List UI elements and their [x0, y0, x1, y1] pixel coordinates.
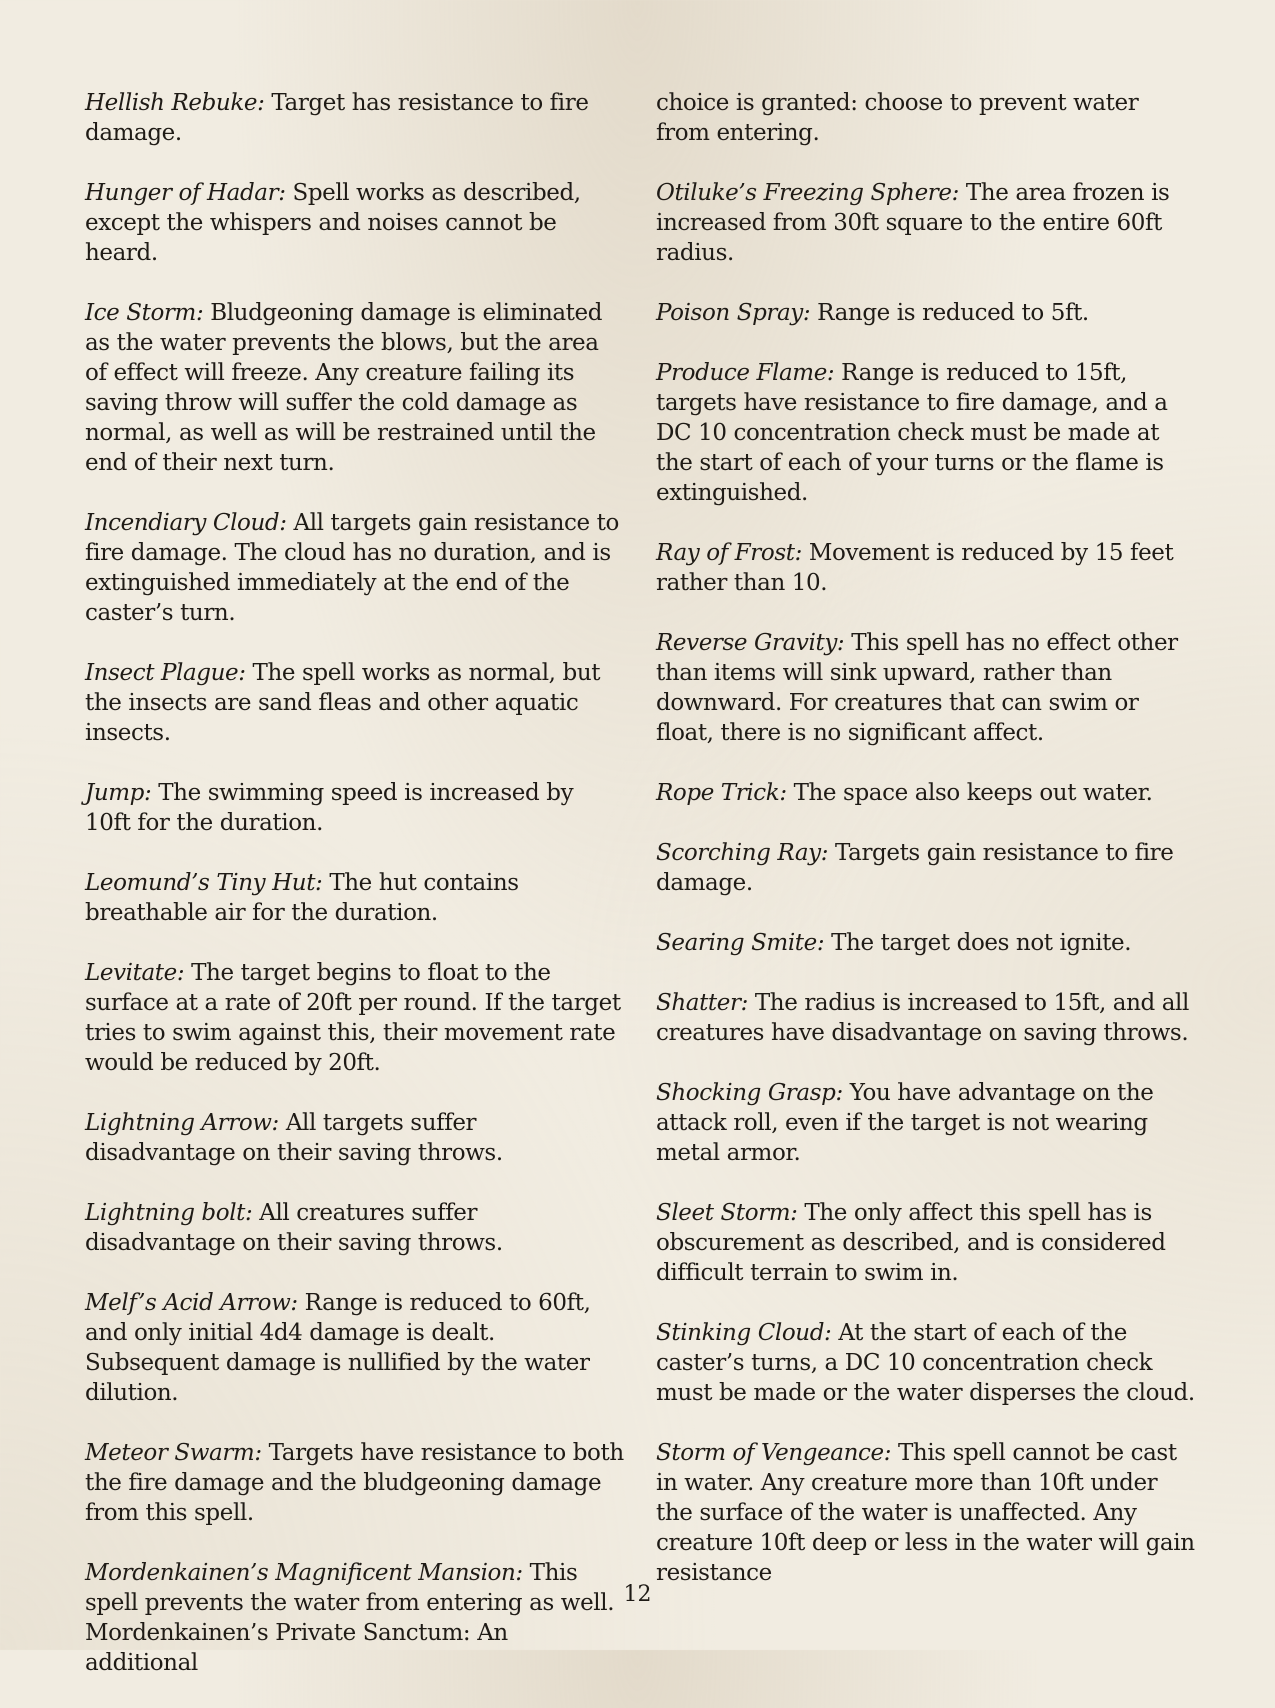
- spell-entry-hellish-rebuke: [85, 88, 625, 148]
- spell-description: The target begins to float to the surface at a rate of 20ft per round. If the target tries to swim against this, their movement rate would be reduced by 20ft.: [85, 960, 621, 1076]
- spell-name: Storm of Vengeance:: [656, 1440, 892, 1466]
- spell-entry-meteor-swarm: [85, 1438, 625, 1528]
- spell-description: The radius is increased to 15ft, and all creatures have disadvantage on saving throws.: [656, 990, 1189, 1046]
- spell-name: Otiluke’s Freezing Sphere:: [656, 180, 959, 206]
- spell-entry-mordenkainens-magnificent-mansion: [85, 1558, 625, 1678]
- spell-name: Reverse Gravity:: [656, 630, 845, 656]
- left-column: [85, 88, 625, 1708]
- spell-description: All targets gain resistance to fire damage. The cloud has no duration, and is extinguished immediately at the end of the caster’s turn.: [85, 510, 619, 626]
- spell-entry-lightning-arrow: [85, 1108, 625, 1168]
- spell-description: All creatures suffer disadvantage on their saving throws.: [85, 1200, 503, 1256]
- spell-entry-sleet-storm: [656, 1198, 1196, 1288]
- spell-description: Bludgeoning damage is eliminated as the water prevents the blows, but the area of effect will freeze. Any creature failing its saving throw will suffer the cold damage as normal, as well as will be restrained until the end of their next turn.: [85, 300, 603, 476]
- spell-description: This spell has no effect other than items will sink upward, rather than downward. For creatures that can swim or float, there is no significant affect.: [656, 630, 1178, 746]
- spell-entry-produce-flame: [656, 358, 1196, 508]
- spell-description: choice is granted: choose to prevent water from entering.: [656, 90, 1139, 146]
- spell-description: This spell prevents the water from entering as well. Mordenkainen’s Private Sanctum: An additional: [85, 1560, 615, 1676]
- spell-description: The target does not ignite.: [824, 930, 1132, 956]
- spell-name: Jump:: [85, 780, 152, 806]
- spell-entry-ice-storm: [85, 298, 625, 478]
- spell-name: Hellish Rebuke:: [85, 90, 265, 116]
- spell-entry-shocking-grasp: [656, 1078, 1196, 1168]
- spell-description: The area frozen is increased from 30ft square to the entire 60ft radius.: [656, 180, 1170, 266]
- spell-entry-searing-smite: [656, 928, 1196, 958]
- spell-description: Range is reduced to 5ft.: [810, 300, 1089, 326]
- spell-entry-reverse-gravity: [656, 628, 1196, 748]
- spell-description: This spell cannot be cast in water. Any creature more than 10ft under the surface of the water is unaffected. Any creature 10ft deep or less in the water will gain resistance: [656, 1440, 1195, 1586]
- spell-description: Range is reduced to 15ft, targets have resistance to fire damage, and a DC 10 concentration check must be made at the start of each of your turns or the flame is extinguished.: [656, 360, 1168, 506]
- spell-name: Levitate:: [85, 960, 185, 986]
- spell-name: Mordenkainen’s Magnificent Mansion:: [85, 1560, 523, 1586]
- spell-description: The only affect this spell has is obscurement as described, and is considered difficult terrain to swim in.: [656, 1200, 1166, 1286]
- spell-name: Lightning Arrow:: [85, 1110, 279, 1136]
- right-column: [656, 88, 1196, 1618]
- spell-name: Hunger of Hadar:: [85, 180, 286, 206]
- spell-description: Target has resistance to fire damage.: [85, 90, 589, 146]
- spell-entry-scorching-ray: [656, 838, 1196, 898]
- spell-description: All targets suffer disadvantage on their saving throws.: [85, 1110, 503, 1166]
- spell-name: Sleet Storm:: [656, 1200, 798, 1226]
- spell-name: Stinking Cloud:: [656, 1320, 832, 1346]
- spell-name: Melf’s Acid Arrow:: [85, 1290, 298, 1316]
- spell-entry-incendiary-cloud: [85, 508, 625, 628]
- spell-name: Shatter:: [656, 990, 748, 1016]
- spell-name: Shocking Grasp:: [656, 1080, 843, 1106]
- spell-entry-leomunds-tiny-hut: [85, 868, 625, 928]
- spell-description: Targets have resistance to both the fire damage and the bludgeoning damage from this spell.: [85, 1440, 624, 1526]
- spell-description: The swimming speed is increased by 10ft for the duration.: [85, 780, 574, 836]
- spell-name: Insect Plague:: [85, 660, 246, 686]
- spell-name: Rope Trick:: [656, 780, 787, 806]
- spell-description: The spell works as normal, but the insects are sand fleas and other aquatic insects.: [85, 660, 601, 746]
- spell-entry-levitate: [85, 958, 625, 1078]
- spell-description: Range is reduced to 60ft, and only initial 4d4 damage is dealt. Subsequent damage is nullified by the water dilution.: [85, 1290, 591, 1406]
- spell-entry-melfs-acid-arrow: [85, 1288, 625, 1408]
- spell-name: Incendiary Cloud:: [85, 510, 287, 536]
- spell-entry-poison-spray: [656, 298, 1196, 328]
- spell-description: Movement is reduced by 15 feet rather than 10.: [656, 540, 1174, 596]
- spell-description: The hut contains breathable air for the duration.: [85, 870, 519, 926]
- spell-description: Targets gain resistance to fire damage.: [656, 840, 1174, 896]
- spell-entry-continuation: [656, 88, 1196, 148]
- spell-entry-insect-plague: [85, 658, 625, 748]
- spell-entry-shatter: [656, 988, 1196, 1048]
- spell-entry-jump: [85, 778, 625, 838]
- spell-entry-storm-of-vengeance: [656, 1438, 1196, 1588]
- spell-entry-stinking-cloud: [656, 1318, 1196, 1408]
- spell-name: Searing Smite:: [656, 930, 825, 956]
- spell-name: Ray of Frost:: [656, 540, 802, 566]
- spell-name: Produce Flame:: [656, 360, 835, 386]
- spell-description: You have advantage on the attack roll, even if the target is not wearing metal armor.: [656, 1080, 1154, 1166]
- spell-name: Lightning bolt:: [85, 1200, 253, 1226]
- spell-name: Scorching Ray:: [656, 840, 829, 866]
- spell-name: Leomund’s Tiny Hut:: [85, 870, 323, 896]
- spell-entry-hunger-of-hadar: [85, 178, 625, 268]
- spell-description: At the start of each of the caster’s turns, a DC 10 concentration check must be made or the water disperses the cloud.: [656, 1320, 1195, 1406]
- page-number: 12: [623, 1582, 652, 1607]
- spell-description: Spell works as described, except the whispers and noises cannot be heard.: [85, 180, 581, 266]
- spell-entry-rope-trick: [656, 778, 1196, 808]
- spell-entry-ray-of-frost: [656, 538, 1196, 598]
- spell-description: The space also keeps out water.: [786, 780, 1153, 806]
- spell-name: Ice Storm:: [85, 300, 204, 326]
- spell-name: Poison Spray:: [656, 300, 811, 326]
- spell-entry-lightning-bolt: [85, 1198, 625, 1258]
- spell-entry-otilukes-freezing-sphere: [656, 178, 1196, 268]
- spell-name: Meteor Swarm:: [85, 1440, 262, 1466]
